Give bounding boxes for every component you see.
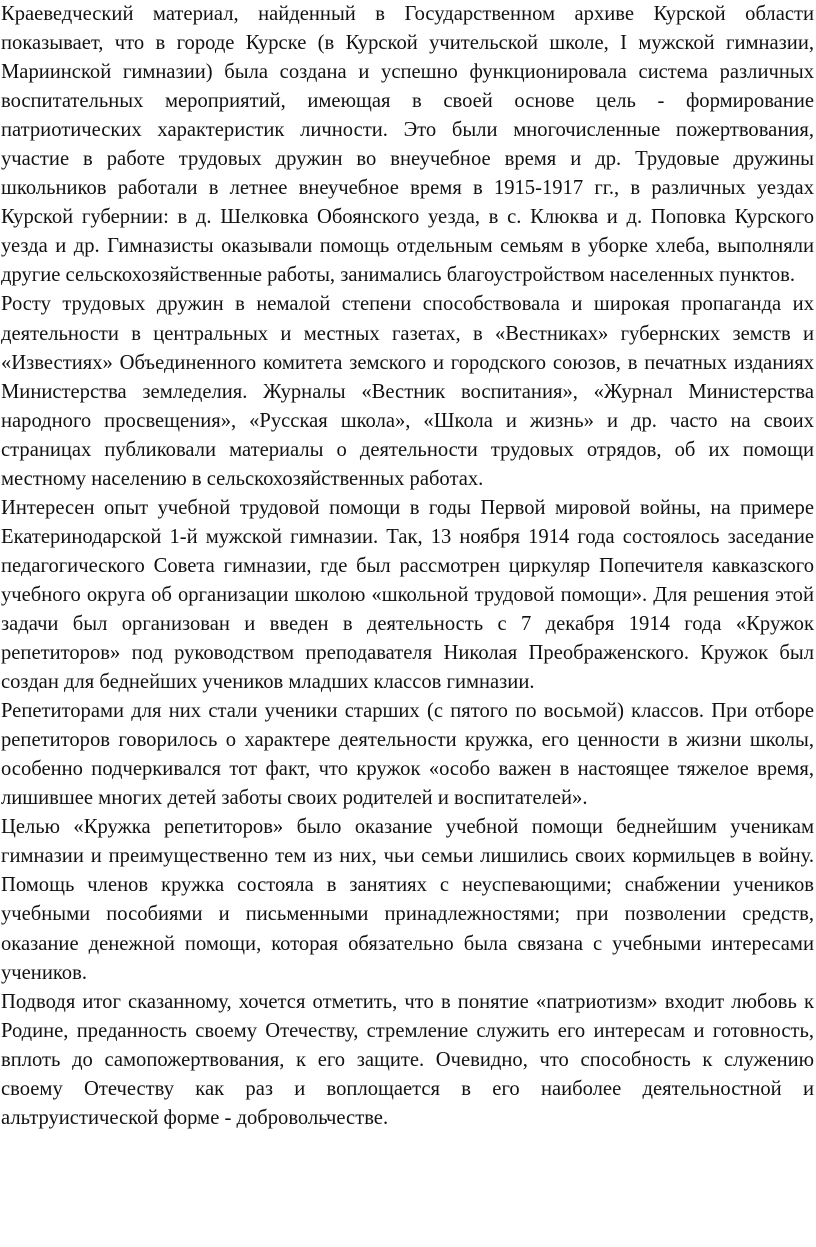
paragraph-conclusion: Подводя итог сказанному, хочется отметить, что в понятие «патриотизм» входит любовь к Родине, преданность своему Отечеству, стремление служить его интересам и готовность, вплоть до самопожертвования, к его защите. Очевидно, что способность к служению своему Отечеству как раз и воплощается в его наиболее деятельностной и альтруистической форме - добровольчестве.: [1, 990, 814, 1129]
paragraph-tutors-selection: Репетиторами для них стали ученики старших (с пятого по восьмой) классов. При отборе репетиторов говорилось о характере деятельности кружка, его ценности в жизни школы, особенно подчеркивался тот факт, что кружок «особо важен в настоящее тяжелое время, лишившее многих детей заботы своих родителей и воспитателей».: [1, 700, 814, 810]
paragraph-kursk-archive: Краеведческий материал, найденный в Государственном архиве Курской области показывает, что в городе Курске (в Курской учительской школе, I мужской гимназии, Мариинской гимназии) была создана и успешно функционировала система различных воспитательных мероприятий, имеющая в своей основе цель - формирование патриотических характеристик личности. Это были многочисленные пожертвования, участие в работе трудовых дружин во внеучебное время и др. Трудовые дружины школьников работали в летнее внеучебное время в 1915-1917 гг., в различных уездах Курской губернии: в д. Шелковка Обоянского уезда, в с. Клюква и д. Поповка Курского уезда и др. Гимназисты оказывали помощь отдельным семьям в уборке хлеба, выполняли другие сельскохозяйственные работы, занимались благоустройством населенных пунктов.: [1, 3, 814, 287]
paragraph-tutors-circle-goal: Целью «Кружка репетиторов» было оказание учебной помощи беднейшим ученикам гимназии и преимущественно тем из них, чьи семьи лишились своих кормильцев в войну. Помощь членов кружка состояла в занятиях с неуспевающими; снабжении учеников учебными пособиями и письменными принадлежностями; при позволении средств, оказание денежной помощи, которая обязательно была связана с учебными интересами учеников.: [1, 816, 814, 984]
paragraph-ekaterinodar-gymnasium: Интересен опыт учебной трудовой помощи в годы Первой мировой войны, на примере Екатеринодарской 1-й мужской гимназии. Так, 13 ноября 1914 года состоялось заседание педагогического Совета гимназии, где был рассмотрен циркуляр Попечителя кавказского учебного округа об организации школою «школьной трудовой помощи». Для решения этой задачи был организован и введен в деятельность с 7 декабря 1914 года «Кружок репетиторов» под руководством преподавателя Николая Преображенского. Кружок был создан для беднейших учеников младших классов гимназии.: [1, 496, 814, 694]
paragraph-labor-squads-propaganda: Росту трудовых дружин в немалой степени способствовала и широкая пропаганда их деятельности в центральных и местных газетах, в «Вестниках» губернских земств и «Известиях» Объединенного комитета земского и городского союзов, в печатных изданиях Министерства земледелия. Журналы «Вестник воспитания», «Журнал Министерства народного просвещения», «Русская школа», «Школа и жизнь» и др. часто на своих страницах публиковали материалы о деятельности трудовых отрядов, об их помощи местному населению в сельскохозяйственных работах.: [1, 293, 814, 490]
